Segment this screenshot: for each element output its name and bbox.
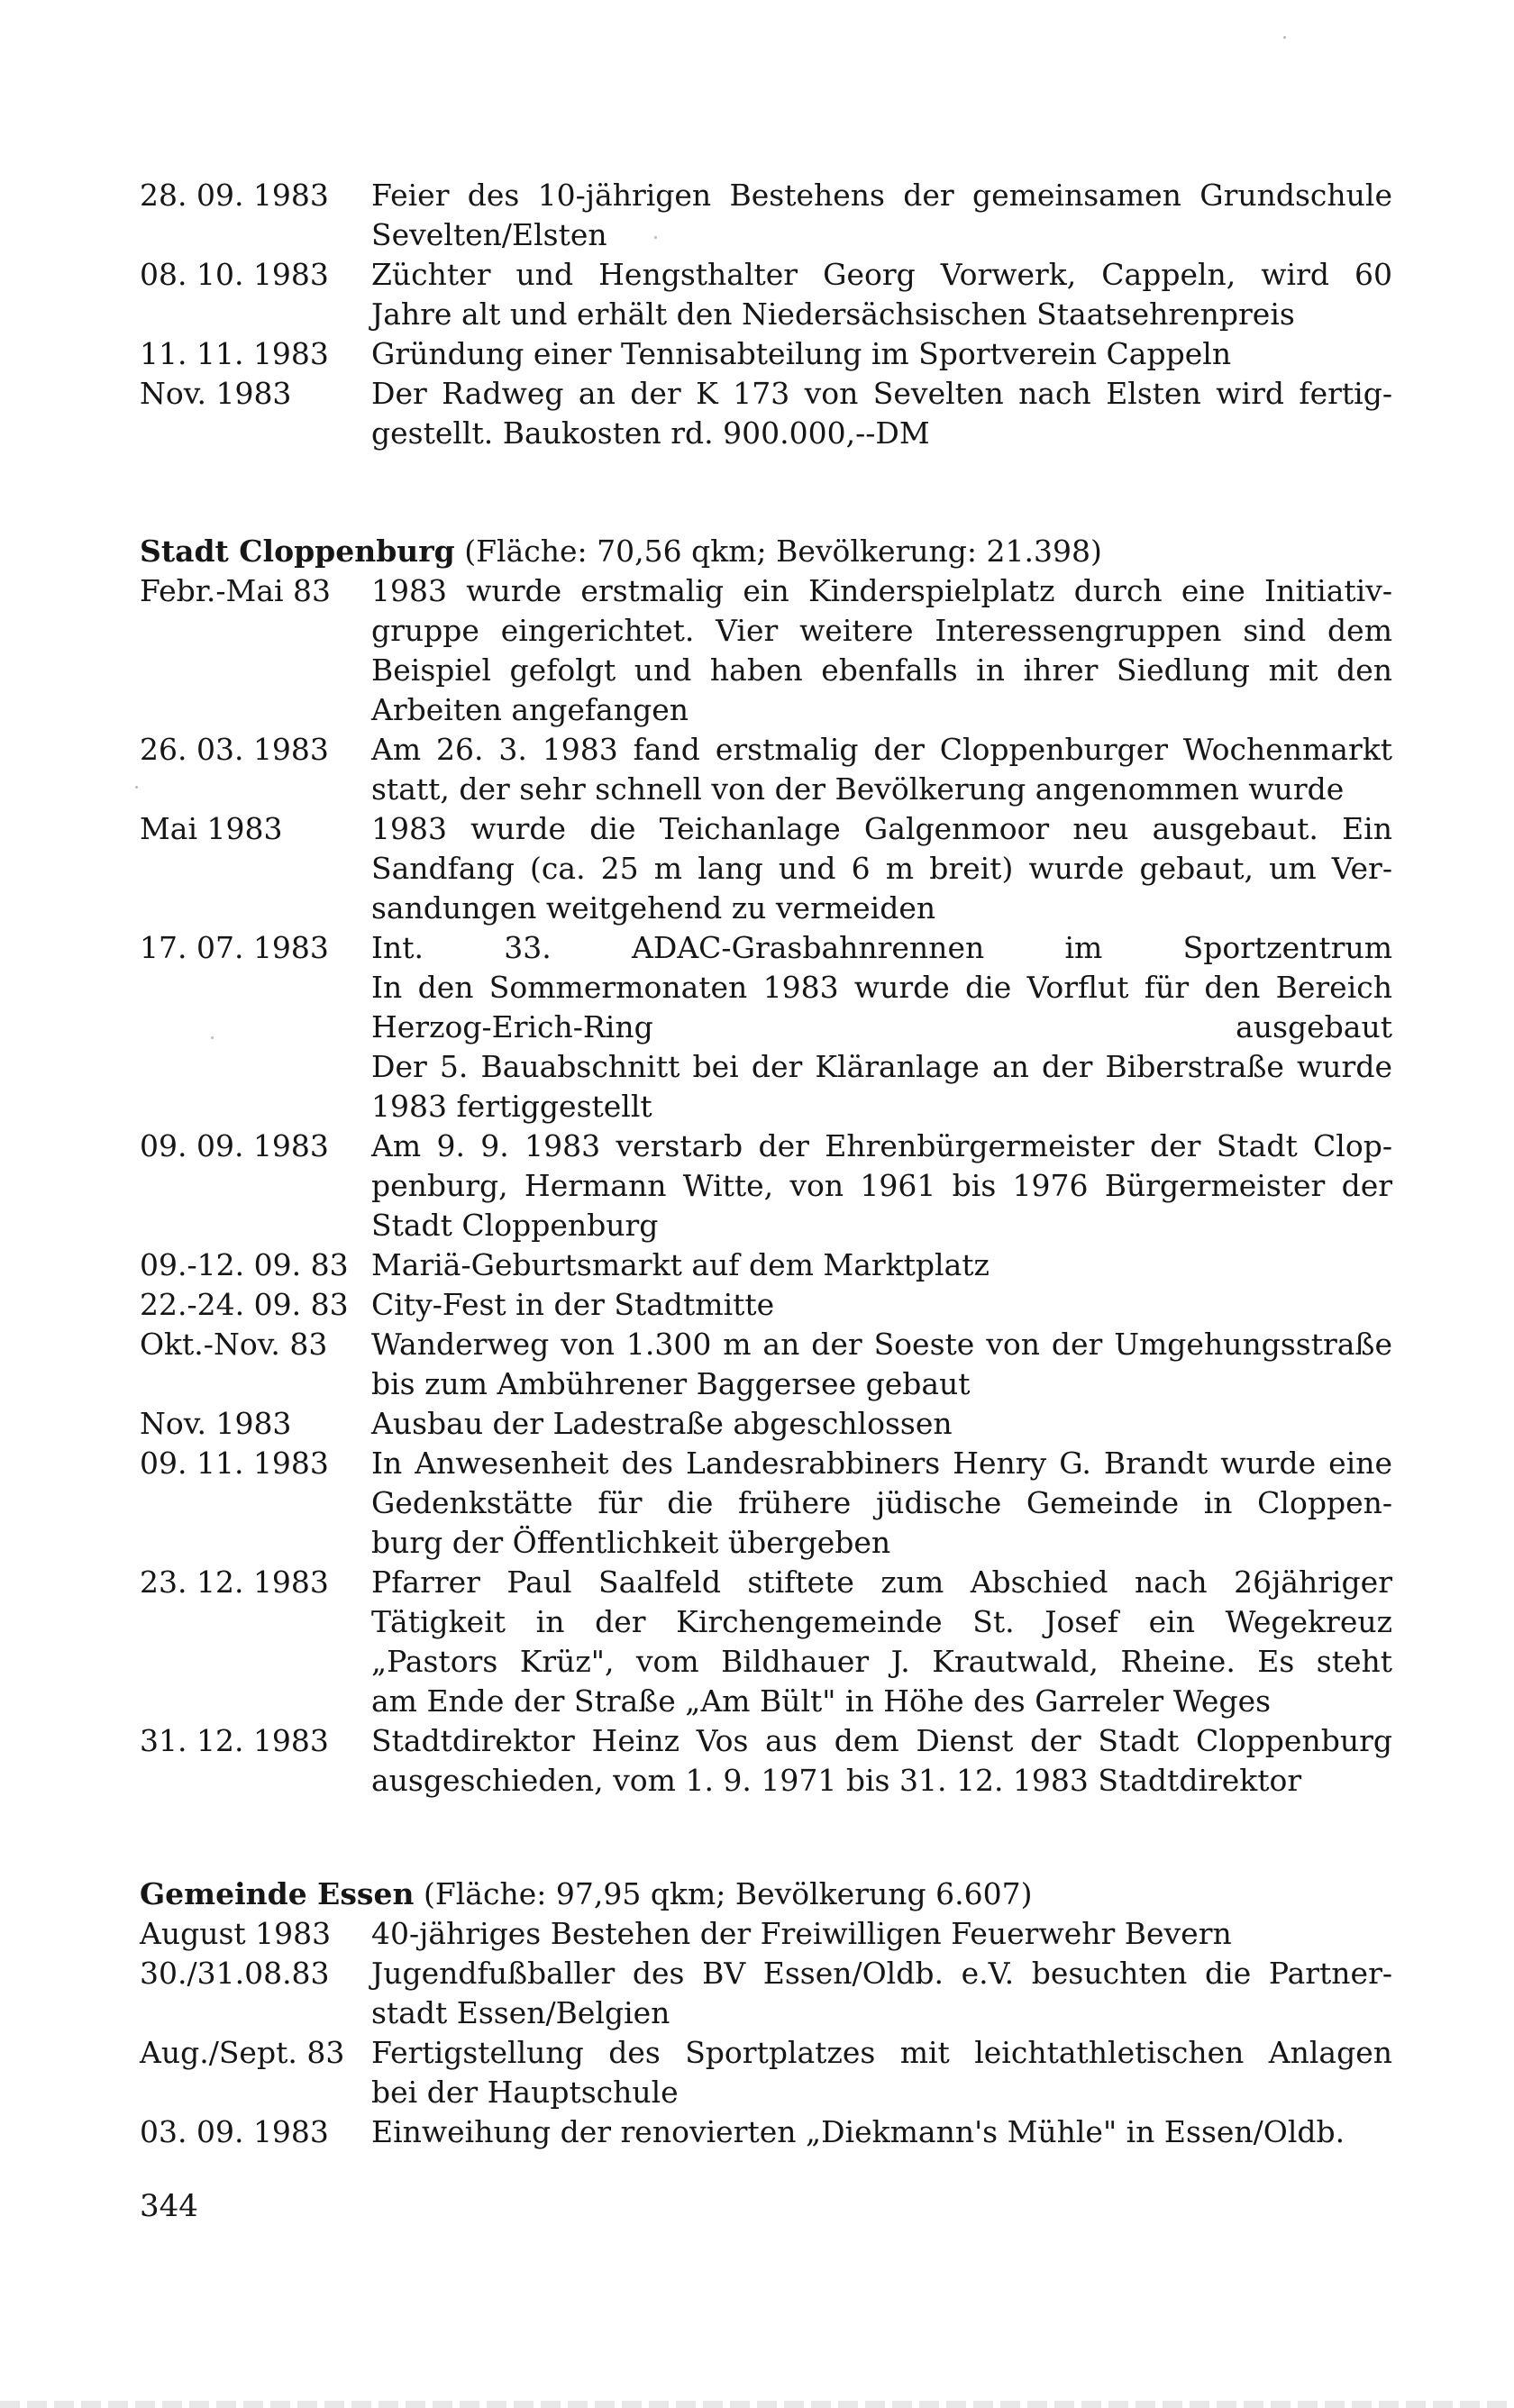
scan-bottom-edge (0, 2401, 1514, 2408)
chronicle-entry (140, 1126, 1392, 1245)
entry-date: 09.-12. 09. 83 (140, 1247, 349, 1282)
entry-date: Okt.-Nov. 83 (140, 1327, 328, 1362)
entry-text (371, 1325, 1392, 1404)
entry-date: 31. 12. 1983 (140, 1723, 329, 1758)
entry-text-line: bei der Hauptschule (371, 2075, 679, 2110)
chronicle-entry (140, 1325, 1392, 1404)
entry-text-line: Der 5. Bauabschnitt bei der Kläranlage an der Biberstraße wurde (371, 1049, 1392, 1084)
entry-text-line: In den Sommermonaten 1983 wurde die Vorflut für den Bereich (371, 970, 1392, 1005)
section-top-entries (140, 176, 1392, 453)
entry-date: Nov. 1983 (140, 1406, 292, 1441)
entry-text-line: Sandfang (ca. 25 m lang und 6 m breit) wurde gebaut, um Ver- (371, 851, 1392, 886)
entry-text (371, 1245, 1392, 1285)
entry-text-line: Herzog-Erich-Ring ausgebaut (371, 1009, 1392, 1044)
entry-date: August 1983 (140, 1916, 332, 1951)
entry-list (140, 1914, 1392, 2152)
chronicle-entry (140, 928, 1392, 1126)
entry-text (371, 176, 1392, 255)
entry-text-line: gestellt. Baukosten rd. 900.000,--DM (371, 415, 930, 451)
entry-text-line: Wanderweg von 1.300 m an der Soeste von der Umgehungsstraße (371, 1327, 1392, 1362)
entry-text-line: Züchter und Hengsthalter Georg Vorwerk, Cappeln, wird 60 (371, 257, 1392, 292)
entry-text (371, 1285, 1392, 1325)
entry-text-line: 1983 fertiggestellt (371, 1089, 652, 1124)
chronicle-entry (140, 176, 1392, 255)
chronicle-entry (140, 2112, 1392, 2152)
section-title: Stadt Cloppenburg (140, 534, 455, 569)
entry-date: 23. 12. 1983 (140, 1564, 329, 1600)
chronicle-entry (140, 1914, 1392, 1954)
entry-date: 28. 09. 1983 (140, 178, 329, 213)
entry-text-line: sandungen weitgehend zu vermeiden (371, 890, 936, 926)
entry-date: Febr.-Mai 83 (140, 573, 332, 608)
chronicle-entry (140, 809, 1392, 928)
scan-speck (211, 1036, 214, 1039)
entry-text-line: Ausbau der Ladestraße abgeschlossen (371, 1406, 953, 1441)
entry-text-line: In Anwesenheit des Landesrabbiners Henry G. Brandt wurde eine (371, 1446, 1392, 1481)
entry-text-line: Stadtdirektor Heinz Vos aus dem Dienst der Stadt Cloppenburg (371, 1723, 1392, 1758)
entry-text-line: City-Fest in der Stadtmitte (371, 1287, 775, 1322)
entry-text (371, 374, 1392, 453)
entry-text (371, 2033, 1392, 2112)
chronicle-entry (140, 1721, 1392, 1801)
entry-text-line: ausgeschieden, vom 1. 9. 1971 bis 31. 12. 1983 Stadtdirektor (371, 1763, 1302, 1798)
entry-text (371, 1444, 1392, 1563)
entry-text-line: Am 26. 3. 1983 fand erstmalig der Cloppenburger Wochenmarkt (371, 732, 1392, 767)
section-info: (Fläche: 70,56 qkm; Bevölkerung: 21.398) (464, 534, 1102, 569)
section-info: (Fläche: 97,95 qkm; Bevölkerung 6.607) (423, 1876, 1033, 1911)
entry-date: 11. 11. 1983 (140, 336, 329, 371)
entry-text-line: Am 9. 9. 1983 verstarb der Ehrenbürgermeister der Stadt Clop- (371, 1128, 1392, 1163)
entry-text-line: Gedenkstätte für die frühere jüdische Gemeinde in Cloppen- (371, 1485, 1392, 1520)
entry-text-line: „Pastors Krüz", vom Bildhauer J. Krautwald, Rheine. Es steht (371, 1644, 1392, 1679)
chronicle-entry (140, 1444, 1392, 1563)
entry-text-line: Feier des 10-jährigen Bestehens der gemeinsamen Grundschule (371, 178, 1392, 213)
entry-text (371, 571, 1392, 730)
entry-date: 09. 09. 1983 (140, 1128, 329, 1163)
section-heading (140, 1874, 1392, 1914)
entry-date: Mai 1983 (140, 811, 283, 846)
entry-text-line: 1983 wurde die Teichanlage Galgenmoor neu ausgebaut. Ein (371, 811, 1392, 846)
section-stadt-cloppenburg (140, 532, 1392, 1801)
entry-date: 09. 11. 1983 (140, 1446, 329, 1481)
entry-text-line: burg der Öffentlichkeit übergeben (371, 1525, 891, 1560)
chronicle-entry (140, 2033, 1392, 2112)
chronicle-entry (140, 334, 1392, 374)
entry-text-line: Der Radweg an der K 173 von Sevelten nach Elsten wird fertig- (371, 376, 1392, 411)
entry-date: 08. 10. 1983 (140, 257, 329, 292)
entry-text-line: Int. 33. ADAC-Grasbahnrennen im Sportzentrum (371, 930, 1392, 965)
page-number: 344 (140, 2188, 198, 2224)
entry-text-line: statt, der sehr schnell von der Bevölkerung angenommen wurde (371, 771, 1345, 807)
entry-text-line: 40-jähriges Bestehen der Freiwilligen Feuerwehr Bevern (371, 1916, 1232, 1951)
entry-text-line: Gründung einer Tennisabteilung im Sportverein Cappeln (371, 336, 1232, 371)
chronicle-entry (140, 255, 1392, 334)
entry-text (371, 1721, 1392, 1801)
entry-text-line: Jahre alt und erhält den Niedersächsischen Staatsehrenpreis (371, 296, 1295, 332)
entry-text-line: Tätigkeit in der Kirchengemeinde St. Josef ein Wegekreuz (371, 1604, 1392, 1639)
entry-text (371, 809, 1392, 928)
entry-text-line: bis zum Ambührener Baggersee gebaut (371, 1366, 971, 1401)
entry-text (371, 928, 1392, 1126)
chronicle-entry (140, 1285, 1392, 1325)
entry-text-line: Jugendfußballer des BV Essen/Oldb. e.V. besuchten die Partner- (371, 1956, 1392, 1991)
entry-text (371, 334, 1392, 374)
scan-speck (135, 786, 138, 789)
entry-text-line: Fertigstellung des Sportplatzes mit leichtathletischen Anlagen (371, 2035, 1392, 2070)
entry-text-line: Arbeiten angefangen (371, 692, 689, 727)
entry-text-line: stadt Essen/Belgien (371, 1995, 670, 2030)
entry-list (140, 571, 1392, 1801)
entry-text (371, 730, 1392, 809)
chronicle-entry (140, 730, 1392, 809)
entry-text (371, 1954, 1392, 2033)
entry-date: 03. 09. 1983 (140, 2114, 329, 2149)
entry-text-line: 1983 wurde erstmalig ein Kinderspielplatz durch eine Initiativ- (371, 573, 1392, 608)
chronicle-entry (140, 374, 1392, 453)
entry-text-line: Mariä-Geburtsmarkt auf dem Marktplatz (371, 1247, 990, 1282)
chronicle-entry (140, 1404, 1392, 1444)
entry-text (371, 1404, 1392, 1444)
scan-speck (1283, 36, 1286, 39)
chronicle-entry (140, 1954, 1392, 2033)
entry-text-line: penburg, Hermann Witte, von 1961 bis 1976 Bürgermeister der (371, 1168, 1392, 1203)
entry-text (371, 255, 1392, 334)
entry-text (371, 1914, 1392, 1954)
entry-text-line: am Ende der Straße „Am Bült" in Höhe des Garreler Weges (371, 1683, 1272, 1719)
entry-text-line: Stadt Cloppenburg (371, 1208, 659, 1243)
entry-date: 22.-24. 09. 83 (140, 1287, 349, 1322)
entry-text-line: Einweihung der renovierten „Diekmann's Mühle" in Essen/Oldb. (371, 2114, 1345, 2149)
section-gemeinde-essen (140, 1874, 1392, 2152)
entry-text-line: Sevelten/Elsten (371, 217, 607, 252)
entry-text (371, 1126, 1392, 1245)
section-title: Gemeinde Essen (140, 1876, 415, 1911)
entry-text (371, 1563, 1392, 1721)
entry-date: Aug./Sept. 83 (140, 2035, 345, 2070)
entry-text-line: Beispiel gefolgt und haben ebenfalls in ihrer Siedlung mit den (371, 652, 1392, 688)
section-heading (140, 532, 1392, 571)
entry-date: Nov. 1983 (140, 376, 292, 411)
entry-text (371, 2112, 1392, 2152)
entry-date: 26. 03. 1983 (140, 732, 329, 767)
entry-text-line: Pfarrer Paul Saalfeld stiftete zum Abschied nach 26jähriger (371, 1564, 1392, 1600)
scan-speck (654, 236, 657, 239)
chronicle-entry (140, 1245, 1392, 1285)
entry-date: 30./31.08.83 (140, 1956, 330, 1991)
entry-date: 17. 07. 1983 (140, 930, 329, 965)
chronicle-entry (140, 1563, 1392, 1721)
entry-text-line: gruppe eingerichtet. Vier weitere Interessengruppen sind dem (371, 613, 1392, 648)
chronicle-entry (140, 571, 1392, 730)
